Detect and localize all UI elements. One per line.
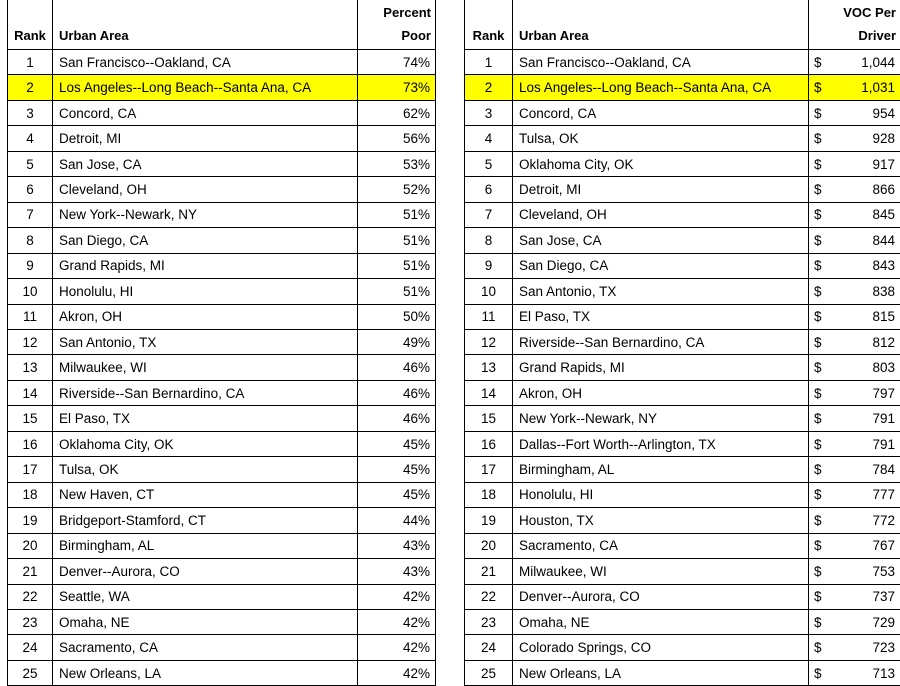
table-row <box>465 559 900 584</box>
table-row <box>465 75 900 100</box>
rank-cell: 5 <box>8 151 53 176</box>
voc-value-cell <box>809 431 900 456</box>
urban-area-cell: San Antonio, TX <box>513 279 809 304</box>
rank-cell: 17 <box>465 457 513 482</box>
urban-area-cell: Milwaukee, WI <box>513 559 809 584</box>
urban-area-cell: Concord, CA <box>513 100 809 125</box>
percent-poor-cell: 51% <box>358 279 436 304</box>
voc-amount: 866 <box>872 182 895 197</box>
rank-cell: 1 <box>465 50 513 75</box>
table-row <box>465 329 900 354</box>
voc-amount: 729 <box>872 615 895 630</box>
currency-symbol: $ <box>814 309 822 324</box>
currency-symbol: $ <box>814 564 822 579</box>
percent-poor-cell: 46% <box>358 355 436 380</box>
percent-poor-cell: 52% <box>358 177 436 202</box>
voc-amount: 928 <box>872 131 895 146</box>
currency-symbol: $ <box>814 360 822 375</box>
currency-symbol: $ <box>814 411 822 426</box>
urban-area-cell: Sacramento, CA <box>53 635 358 660</box>
rank-cell: 22 <box>8 584 53 609</box>
currency-symbol: $ <box>814 487 822 502</box>
percent-poor-cell: 51% <box>358 228 436 253</box>
table-row <box>8 431 436 456</box>
voc-value-cell <box>809 329 900 354</box>
urban-area-cell: Birmingham, AL <box>513 457 809 482</box>
voc-value-cell <box>809 50 900 75</box>
percent-poor-cell: 74% <box>358 50 436 75</box>
table-row <box>8 75 436 100</box>
table-row <box>465 406 900 431</box>
percent-poor-cell: 73% <box>358 75 436 100</box>
rank-cell: 8 <box>8 228 53 253</box>
percent-poor-table <box>7 0 436 686</box>
percent-poor-cell: 43% <box>358 533 436 558</box>
currency-symbol: $ <box>814 589 822 604</box>
urban-area-cell: New York--Newark, NY <box>513 406 809 431</box>
table-row <box>8 355 436 380</box>
voc-value-cell <box>809 304 900 329</box>
table-row <box>465 279 900 304</box>
currency-symbol: $ <box>814 182 822 197</box>
voc-amount: 791 <box>872 411 895 426</box>
rank-cell: 2 <box>465 75 513 100</box>
voc-value-cell <box>809 100 900 125</box>
rank-cell: 24 <box>465 635 513 660</box>
percent-poor-cell: 44% <box>358 508 436 533</box>
voc-amount: 777 <box>872 487 895 502</box>
urban-area-cell: Honolulu, HI <box>513 482 809 507</box>
rank-cell: 18 <box>8 482 53 507</box>
table-row <box>8 660 436 685</box>
rank-cell: 21 <box>8 559 53 584</box>
voc-value-cell <box>809 660 900 685</box>
table-row <box>465 609 900 634</box>
voc-value-cell <box>809 177 900 202</box>
table-row <box>8 100 436 125</box>
urban-area-cell: Los Angeles--Long Beach--Santa Ana, CA <box>513 75 809 100</box>
urban-area-cell: Akron, OH <box>53 304 358 329</box>
urban-area-header: Urban Area <box>513 0 809 50</box>
urban-area-cell: Seattle, WA <box>53 584 358 609</box>
percent-poor-cell: 42% <box>358 609 436 634</box>
voc-value-cell <box>809 406 900 431</box>
voc-value-cell <box>809 457 900 482</box>
percent-poor-cell: 49% <box>358 329 436 354</box>
urban-area-cell: Tulsa, OK <box>513 126 809 151</box>
rank-cell: 9 <box>465 253 513 278</box>
currency-symbol: $ <box>814 437 822 452</box>
urban-area-cell: Sacramento, CA <box>513 533 809 558</box>
table-row <box>8 584 436 609</box>
rank-cell: 15 <box>8 406 53 431</box>
urban-area-cell: San Jose, CA <box>53 151 358 176</box>
table-row <box>465 253 900 278</box>
rank-cell: 3 <box>465 100 513 125</box>
percent-poor-cell: 45% <box>358 431 436 456</box>
percent-poor-cell: 53% <box>358 151 436 176</box>
urban-area-cell: Detroit, MI <box>513 177 809 202</box>
table-row <box>465 126 900 151</box>
urban-area-cell: New Orleans, LA <box>513 660 809 685</box>
percent-poor-cell: 56% <box>358 126 436 151</box>
currency-symbol: $ <box>814 666 822 681</box>
voc-amount: 812 <box>872 335 895 350</box>
rank-cell: 12 <box>465 329 513 354</box>
voc-value-cell <box>809 508 900 533</box>
rank-cell: 4 <box>465 126 513 151</box>
urban-area-cell: Bridgeport-Stamford, CT <box>53 508 358 533</box>
currency-symbol: $ <box>814 615 822 630</box>
voc-amount: 954 <box>872 106 895 121</box>
rank-cell: 20 <box>465 533 513 558</box>
rank-cell: 13 <box>8 355 53 380</box>
currency-symbol: $ <box>814 386 822 401</box>
urban-area-cell: Riverside--San Bernardino, CA <box>513 329 809 354</box>
urban-area-cell: Birmingham, AL <box>53 533 358 558</box>
voc-value-cell <box>809 151 900 176</box>
table-row <box>8 202 436 227</box>
urban-area-cell: Akron, OH <box>513 380 809 405</box>
table-row <box>465 635 900 660</box>
voc-value-cell <box>809 355 900 380</box>
rank-cell: 14 <box>465 380 513 405</box>
rank-cell: 15 <box>465 406 513 431</box>
table-row <box>465 151 900 176</box>
table-row <box>8 151 436 176</box>
voc-amount: 797 <box>872 386 895 401</box>
urban-area-cell: San Jose, CA <box>513 228 809 253</box>
table-row <box>465 380 900 405</box>
urban-area-cell: Dallas--Fort Worth--Arlington, TX <box>513 431 809 456</box>
table-row <box>465 482 900 507</box>
table-row <box>8 559 436 584</box>
table-row <box>8 533 436 558</box>
voc-amount: 753 <box>872 564 895 579</box>
rank-cell: 19 <box>465 508 513 533</box>
rank-cell: 1 <box>8 50 53 75</box>
voc-amount: 815 <box>872 309 895 324</box>
voc-amount: 791 <box>872 437 895 452</box>
voc-value-cell <box>809 202 900 227</box>
currency-symbol: $ <box>814 462 822 477</box>
rank-cell: 8 <box>465 228 513 253</box>
urban-area-cell: Cleveland, OH <box>513 202 809 227</box>
table-row <box>465 202 900 227</box>
table-row <box>465 431 900 456</box>
voc-value-cell <box>809 533 900 558</box>
rank-cell: 25 <box>8 660 53 685</box>
voc-value-cell <box>809 228 900 253</box>
percent-poor-cell: 45% <box>358 482 436 507</box>
urban-area-cell: Los Angeles--Long Beach--Santa Ana, CA <box>53 75 358 100</box>
rank-cell: 5 <box>465 151 513 176</box>
rank-cell: 6 <box>8 177 53 202</box>
table-row <box>465 508 900 533</box>
percent-poor-cell: 46% <box>358 406 436 431</box>
table-row <box>8 253 436 278</box>
table-row <box>465 660 900 685</box>
urban-area-cell: Cleveland, OH <box>53 177 358 202</box>
currency-symbol: $ <box>814 55 822 70</box>
table-row <box>465 584 900 609</box>
rank-cell: 21 <box>465 559 513 584</box>
rank-cell: 10 <box>465 279 513 304</box>
voc-value-cell <box>809 559 900 584</box>
voc-amount: 713 <box>872 666 895 681</box>
header-row <box>465 0 900 50</box>
table-row <box>8 380 436 405</box>
rank-cell: 19 <box>8 508 53 533</box>
voc-amount: 767 <box>872 538 895 553</box>
voc-value-cell <box>809 253 900 278</box>
voc-amount: 723 <box>872 640 895 655</box>
urban-area-cell: Grand Rapids, MI <box>513 355 809 380</box>
table-row <box>465 457 900 482</box>
voc-value-cell <box>809 635 900 660</box>
rank-cell: 9 <box>8 253 53 278</box>
rank-cell: 23 <box>465 609 513 634</box>
rank-cell: 7 <box>465 202 513 227</box>
urban-area-cell: Denver--Aurora, CO <box>513 584 809 609</box>
table-row <box>8 457 436 482</box>
percent-poor-cell: 45% <box>358 457 436 482</box>
voc-value-cell <box>809 75 900 100</box>
urban-area-cell: Honolulu, HI <box>53 279 358 304</box>
voc-value-cell <box>809 609 900 634</box>
rank-cell: 10 <box>8 279 53 304</box>
currency-symbol: $ <box>814 106 822 121</box>
urban-area-cell: Omaha, NE <box>53 609 358 634</box>
header-row <box>8 0 436 50</box>
rank-cell: 20 <box>8 533 53 558</box>
rank-cell: 16 <box>8 431 53 456</box>
rank-cell: 3 <box>8 100 53 125</box>
voc-amount: 1,031 <box>861 80 895 95</box>
urban-area-cell: Denver--Aurora, CO <box>53 559 358 584</box>
voc-amount: 844 <box>872 233 895 248</box>
table-row <box>8 508 436 533</box>
table-row <box>465 355 900 380</box>
rank-cell: 11 <box>465 304 513 329</box>
percent-poor-cell: 42% <box>358 635 436 660</box>
table-row <box>8 304 436 329</box>
urban-area-cell: El Paso, TX <box>513 304 809 329</box>
currency-symbol: $ <box>814 335 822 350</box>
rank-cell: 6 <box>465 177 513 202</box>
urban-area-cell: Houston, TX <box>513 508 809 533</box>
urban-area-cell: Omaha, NE <box>513 609 809 634</box>
voc-amount: 784 <box>872 462 895 477</box>
percent-poor-cell: 51% <box>358 202 436 227</box>
rank-cell: 24 <box>8 635 53 660</box>
voc-value-cell <box>809 279 900 304</box>
rank-cell: 18 <box>465 482 513 507</box>
table-row <box>465 533 900 558</box>
urban-area-cell: San Diego, CA <box>53 228 358 253</box>
percent-poor-header: Percent Poor <box>358 0 436 50</box>
currency-symbol: $ <box>814 258 822 273</box>
rank-cell: 16 <box>465 431 513 456</box>
currency-symbol: $ <box>814 131 822 146</box>
urban-area-header: Urban Area <box>53 0 358 50</box>
currency-symbol: $ <box>814 207 822 222</box>
currency-symbol: $ <box>814 538 822 553</box>
percent-poor-cell: 42% <box>358 660 436 685</box>
urban-area-cell: New Orleans, LA <box>53 660 358 685</box>
voc-amount: 803 <box>872 360 895 375</box>
percent-poor-cell: 43% <box>358 559 436 584</box>
table-row <box>8 228 436 253</box>
table-row <box>8 482 436 507</box>
rank-cell: 22 <box>465 584 513 609</box>
rank-cell: 7 <box>8 202 53 227</box>
table-row <box>8 329 436 354</box>
currency-symbol: $ <box>814 513 822 528</box>
table-row <box>8 50 436 75</box>
urban-area-cell: San Diego, CA <box>513 253 809 278</box>
table-row <box>465 304 900 329</box>
urban-area-cell: New Haven, CT <box>53 482 358 507</box>
voc-amount: 1,044 <box>861 55 895 70</box>
voc-amount: 838 <box>872 284 895 299</box>
currency-symbol: $ <box>814 640 822 655</box>
voc-per-driver-table <box>464 0 900 686</box>
urban-area-cell: Oklahoma City, OK <box>53 431 358 456</box>
voc-amount: 772 <box>872 513 895 528</box>
urban-area-cell: Detroit, MI <box>53 126 358 151</box>
urban-area-cell: Grand Rapids, MI <box>53 253 358 278</box>
rank-cell: 25 <box>465 660 513 685</box>
table-row <box>465 177 900 202</box>
rank-cell: 14 <box>8 380 53 405</box>
rank-cell: 11 <box>8 304 53 329</box>
urban-area-cell: San Antonio, TX <box>53 329 358 354</box>
percent-poor-cell: 51% <box>358 253 436 278</box>
currency-symbol: $ <box>814 233 822 248</box>
rank-header: Rank <box>8 0 53 50</box>
urban-area-cell: Riverside--San Bernardino, CA <box>53 380 358 405</box>
voc-amount: 845 <box>872 207 895 222</box>
percent-poor-cell: 46% <box>358 380 436 405</box>
voc-amount: 917 <box>872 157 895 172</box>
urban-area-cell: El Paso, TX <box>53 406 358 431</box>
urban-area-cell: San Francisco--Oakland, CA <box>53 50 358 75</box>
percent-poor-cell: 42% <box>358 584 436 609</box>
table-row <box>8 126 436 151</box>
urban-area-cell: San Francisco--Oakland, CA <box>513 50 809 75</box>
rank-cell: 13 <box>465 355 513 380</box>
table-row <box>8 406 436 431</box>
rank-cell: 2 <box>8 75 53 100</box>
rank-header: Rank <box>465 0 513 50</box>
voc-value-cell <box>809 126 900 151</box>
voc-amount: 737 <box>872 589 895 604</box>
table-row <box>465 50 900 75</box>
percent-poor-cell: 62% <box>358 100 436 125</box>
table-row <box>465 228 900 253</box>
voc-value-cell <box>809 482 900 507</box>
urban-area-cell: Oklahoma City, OK <box>513 151 809 176</box>
currency-symbol: $ <box>814 284 822 299</box>
rank-cell: 4 <box>8 126 53 151</box>
voc-per-driver-header: VOC Per Driver <box>809 0 900 50</box>
currency-symbol: $ <box>814 157 822 172</box>
urban-area-cell: Tulsa, OK <box>53 457 358 482</box>
table-row <box>8 609 436 634</box>
voc-value-cell <box>809 380 900 405</box>
urban-area-cell: Concord, CA <box>53 100 358 125</box>
voc-value-cell <box>809 584 900 609</box>
table-row <box>8 635 436 660</box>
rank-cell: 12 <box>8 329 53 354</box>
urban-area-cell: New York--Newark, NY <box>53 202 358 227</box>
rank-cell: 17 <box>8 457 53 482</box>
voc-amount: 843 <box>872 258 895 273</box>
percent-poor-cell: 50% <box>358 304 436 329</box>
table-row <box>8 177 436 202</box>
currency-symbol: $ <box>814 80 822 95</box>
rank-cell: 23 <box>8 609 53 634</box>
urban-area-cell: Colorado Springs, CO <box>513 635 809 660</box>
table-row <box>465 100 900 125</box>
table-row <box>8 279 436 304</box>
urban-area-cell: Milwaukee, WI <box>53 355 358 380</box>
